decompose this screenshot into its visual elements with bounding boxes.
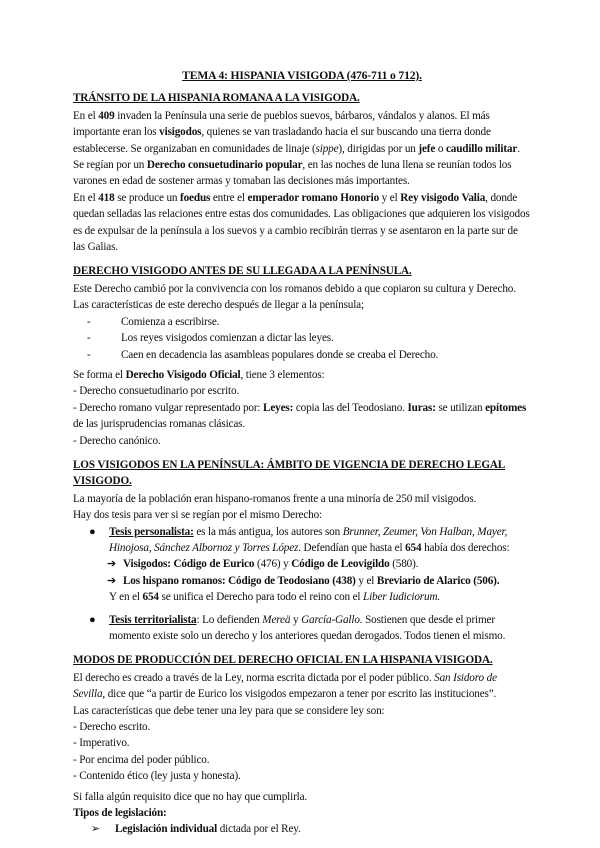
text-run: TRÁNSITO DE LA HISPANIA ROMANA A LA VISIGODA.: [73, 92, 360, 105]
text-run: foedus: [180, 191, 211, 204]
list-marker-icon: ●: [89, 613, 96, 626]
paragraph: [73, 789, 531, 805]
text-run: Breviario de Alarico (506).: [376, 574, 500, 587]
text-run: jefe: [418, 142, 436, 155]
text-run: ), dirigidas por un: [338, 142, 419, 155]
text-run: 654: [142, 591, 159, 604]
text-run: y el: [379, 191, 401, 204]
text-run: , quienes se van trasladando hacia el sur buscando una tierra donde establecerse. Se organizaban en comunidades de linaje (: [73, 126, 491, 155]
text-run: En el: [73, 191, 99, 204]
text-run: - Derecho canónico.: [73, 434, 161, 447]
text-run: García-Gallo.: [301, 613, 363, 626]
text-run: caudillo militar: [445, 142, 518, 155]
text-run: Comienza a escribirse.: [121, 315, 220, 328]
text-run: Caen en decadencia las asambleas populares donde se creaba el Derecho.: [121, 348, 439, 361]
arrow-list-item: [107, 556, 531, 572]
paragraph: [73, 281, 531, 314]
paragraph: [73, 768, 531, 784]
dash-list-item: [87, 347, 531, 363]
list-marker-icon: -: [87, 315, 91, 328]
text-run: o: [435, 142, 446, 155]
paragraph: [73, 491, 531, 507]
text-run: Iuras:: [407, 401, 436, 414]
paragraph: [89, 589, 531, 605]
text-run: emperador romano Honorio: [247, 191, 380, 204]
paragraph: [73, 507, 531, 523]
text-run: - Derecho escrito.: [73, 721, 151, 734]
text-run: Código de Leovigildo: [291, 558, 390, 571]
text-run: - Derecho romano vulgar representado por:: [73, 401, 264, 414]
text-run: Y en el: [109, 591, 143, 604]
paragraph: [73, 703, 531, 719]
arrow-list-item: [107, 573, 531, 589]
document-body: [73, 90, 531, 837]
list-marker-icon: -: [87, 332, 91, 345]
text-run: se unifica el Derecho para todo el reino con el: [158, 591, 364, 604]
text-run: 654: [405, 541, 422, 554]
text-run: LOS VISIGODOS EN LA PENÍNSULA: ÁMBITO DE VIGENCIA DE DERECHO LEGAL VISIGODO.: [73, 458, 506, 488]
text-run: DERECHO VISIGODO ANTES DE SU LLEGADA A LA PENÍNSULA.: [73, 265, 412, 278]
text-run: Este Derecho cambió por la convivencia con los romanos debido a que copiaron su cultura y Derecho. Las características de este derecho después de llegar a la península;: [73, 282, 516, 312]
paragraph: [73, 719, 531, 735]
list-marker-icon: ●: [89, 525, 96, 538]
paragraph: [73, 670, 531, 703]
dash-list-item: [87, 330, 531, 346]
text-run: había dos derechos:: [421, 541, 510, 554]
text-run: es la más antigua, los autores son: [193, 525, 343, 538]
text-run: Tipos de legislación:: [73, 807, 167, 820]
text-run: (476) y: [254, 558, 292, 571]
paragraph: [73, 190, 531, 256]
text-run: Derecho Visigodo Oficial: [125, 368, 241, 381]
section-heading: [73, 457, 531, 490]
paragraph: [73, 805, 531, 821]
text-run: - Derecho consuetudinario por escrito.: [73, 385, 240, 398]
text-run: En el: [73, 109, 99, 122]
paragraph: [73, 400, 531, 433]
text-run: entre el: [210, 191, 248, 204]
text-run: de las jurisprudencias romanas clásicas.: [73, 418, 246, 431]
text-run: Tesis personalista:: [109, 525, 194, 538]
text-run: Los reyes visigodos comienzan a dictar las leyes.: [121, 332, 334, 345]
text-run: , dice que “a partir de Eurico los visigodos empezaron a tener por escrito las instituciones”.: [102, 688, 497, 701]
bullet-list-item: [89, 524, 531, 557]
list-marker-icon: ➢: [91, 823, 101, 836]
section-heading: [73, 263, 531, 279]
section-heading: [73, 652, 531, 668]
text-run: se utilizan: [435, 401, 486, 414]
text-run: dictada por el Rey.: [217, 823, 301, 836]
text-run: visigodos: [159, 126, 202, 139]
paragraph: [73, 433, 531, 449]
text-run: y: [290, 613, 302, 626]
dash-list-item: [87, 314, 531, 330]
text-run: MODOS DE PRODUCCIÓN DEL DERECHO OFICIAL EN LA HISPANIA VISIGODA.: [73, 654, 493, 667]
text-run: . Defendían que hasta el: [298, 541, 406, 554]
text-run: , tiene 3 elementos:: [240, 368, 325, 381]
bullet-list-item: [89, 612, 531, 645]
list-marker-icon: -: [87, 348, 91, 361]
text-run: Sostienen que desde el primer momento existe solo un derecho y los anteriores quedan derogados. Todos tienen el mismo.: [109, 613, 506, 642]
text-run: Se forma el: [73, 368, 126, 381]
text-run: Mereä: [262, 613, 291, 626]
arrow-list-item: [91, 821, 531, 837]
text-run: El derecho es creado a través de la Ley, norma escrita dictada por el poder público.: [73, 671, 435, 684]
text-run: Rey visigodo Valia: [400, 191, 486, 204]
text-run: (580).: [389, 558, 419, 571]
text-run: Hay dos tesis para ver si se regían por el mismo Derecho:: [73, 509, 322, 522]
text-run: sippe: [315, 142, 339, 155]
text-run: - Por encima del poder público.: [73, 753, 210, 766]
text-run: 409: [98, 109, 115, 122]
text-run: - Imperativo.: [73, 737, 130, 750]
document-page: [73, 68, 531, 838]
text-run: Derecho consuetudinario popular: [146, 159, 303, 172]
text-run: Liber Iudiciorum.: [363, 591, 441, 604]
text-run: - Contenido ético (ley justa y honesta).: [73, 770, 241, 783]
paragraph: [73, 752, 531, 768]
text-run: copia las del Teodosiano.: [293, 401, 408, 414]
section-heading: [73, 90, 531, 106]
text-run: , donde quedan selladas las relaciones entre estas dos comunidades. Las obligaciones que adquieren los visigodos es de expulsar de la península a los suevos y a cambio recibirán tierras y se asentaron en la parte sur de las Galias.: [73, 191, 530, 254]
list-marker-icon: ➔: [107, 574, 117, 587]
text-run: y el: [355, 574, 377, 587]
text-run: Los hispano romanos: Código de Teodosiano (438): [123, 574, 356, 587]
text-run: se produce un: [114, 191, 181, 204]
text-run: , en las noches de luna llena se reunían todos los varones en edad de sostener armas y tomaban las decisiones más importantes.: [73, 159, 512, 188]
paragraph: [73, 108, 531, 190]
paragraph: [73, 367, 531, 383]
document-title: TEMA 4: HISPANIA VISIGODA (476-711 o 712).: [182, 69, 422, 82]
text-run: Leyes:: [263, 401, 294, 414]
text-run: epítomes: [485, 401, 527, 414]
text-run: invaden la Península una serie de pueblos suevos, bárbaros, vándalos y alanos. El más importante eran los: [73, 109, 490, 139]
text-run: Si falla algún requisito dice que no hay que cumplirla.: [73, 790, 308, 803]
text-run: : Lo defienden: [196, 613, 263, 626]
text-run: . Se regían por un: [73, 142, 520, 172]
text-run: Las características que debe tener una ley para que se considere ley son:: [73, 704, 385, 717]
text-run: Tesis territorialista: [109, 613, 197, 626]
text-run: Brunner, Zeumer, Von Halban, Mayer, Hinojosa, Sánchez Albornoz y Torres López: [109, 525, 508, 554]
text-run: Legislación individual: [115, 823, 218, 836]
text-run: La mayoría de la población eran hispano-romanos frente a una minoría de 250 mil visigodos.: [73, 492, 477, 505]
text-run: 418: [98, 191, 115, 204]
paragraph: [73, 735, 531, 751]
text-run: San Isidoro de Sevilla: [73, 671, 497, 701]
paragraph: [73, 383, 531, 399]
list-marker-icon: ➔: [107, 558, 117, 571]
text-run: Visigodos: Código de Eurico: [123, 558, 255, 571]
